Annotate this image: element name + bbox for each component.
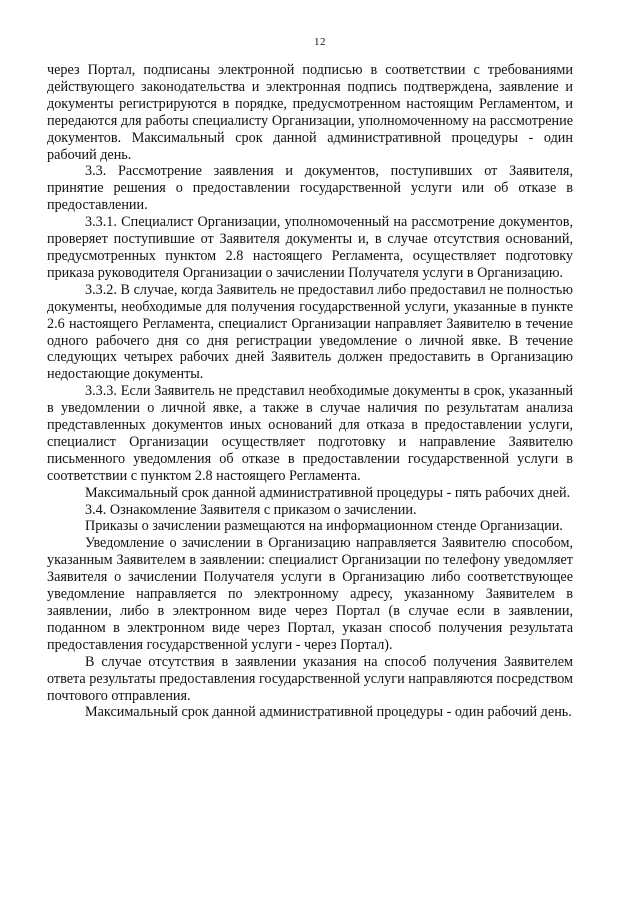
document-body bbox=[47, 62, 573, 721]
paragraph: Максимальный срок данной административной процедуры - один рабочий день. bbox=[85, 704, 572, 721]
paragraph: Приказы о зачислении размещаются на информационном стенде Организации. bbox=[85, 518, 563, 535]
section-heading: 3.3. Рассмотрение заявления и документов, поступивших от Заявителя, принятие решения о предоставлении государственной услуги или об отказе в предоставлении. bbox=[47, 163, 573, 214]
paragraph: через Портал, подписаны электронной подписью в соответствии с требованиями действующего законодательства и электронная подпись подтверждена, заявление и документы регистрируются в порядке, предусмотренном настоящим Регламентом, и передаются для работы специалисту Организации, уполномоченному на рассмотрение документов. Максимальный срок данной административной процедуры - один рабочий день. bbox=[47, 62, 573, 163]
paragraph: 3.3.2. В случае, когда Заявитель не предоставил либо предоставил не полностью документы, необходимые для получения государственной услуги, указанные в пункте 2.6 настоящего Регламента, специалист Организации направляет Заявителю в течение одного рабочего дня со дня регистрации уведомление о личной явке. В течение следующих четырех рабочих дней Заявитель должен предоставить в Организацию недостающие документы. bbox=[47, 281, 573, 383]
paragraph: В случае отсутствия в заявлении указания на способ получения Заявителем ответа результаты предоставления государственной услуги направляются посредством почтового отправления. bbox=[47, 653, 573, 704]
paragraph: Максимальный срок данной административной процедуры - пять рабочих дней. bbox=[85, 484, 571, 501]
section-heading: 3.4. Ознакомление Заявителя с приказом о зачислении. bbox=[85, 501, 417, 518]
paragraph: 3.3.1. Специалист Организации, уполномоченный на рассмотрение документов, проверяет поступившие от Заявителя документы и, в случае отсутствия оснований, предусмотренных пунктом 2.8 настоящего Регламента, осуществляет подготовку приказа руководителя Организации о зачислении Получателя услуги в Организацию. bbox=[47, 214, 573, 281]
paragraph: Уведомление о зачислении в Организацию направляется Заявителю способом, указанным Заявителем в заявлении: специалист Организации по телефону уведомляет Заявителя о зачислении Получателя услуги в Организацию либо соответствующее уведомление направляется по электронному адресу, указанному Заявителем в заявлении, либо в электронном виде через Портал (в случае если в заявлении, поданном в электронном виде через Портал, указан способ получения результата предоставления государственной услуги - через Портал). bbox=[47, 535, 573, 653]
paragraph: 3.3.3. Если Заявитель не представил необходимые документы в срок, указанный в уведомлении о личной явке, а также в случае наличия по результатам анализа представленных документов иных оснований для отказа в предоставлении услуги, специалист Организации осуществляет подготовку и направление Заявителю письменного уведомления об отказе в предоставлении государственной услуги в соответствии с пунктом 2.8 настоящего Регламента. bbox=[47, 383, 573, 484]
page-number: 12 bbox=[314, 36, 326, 48]
